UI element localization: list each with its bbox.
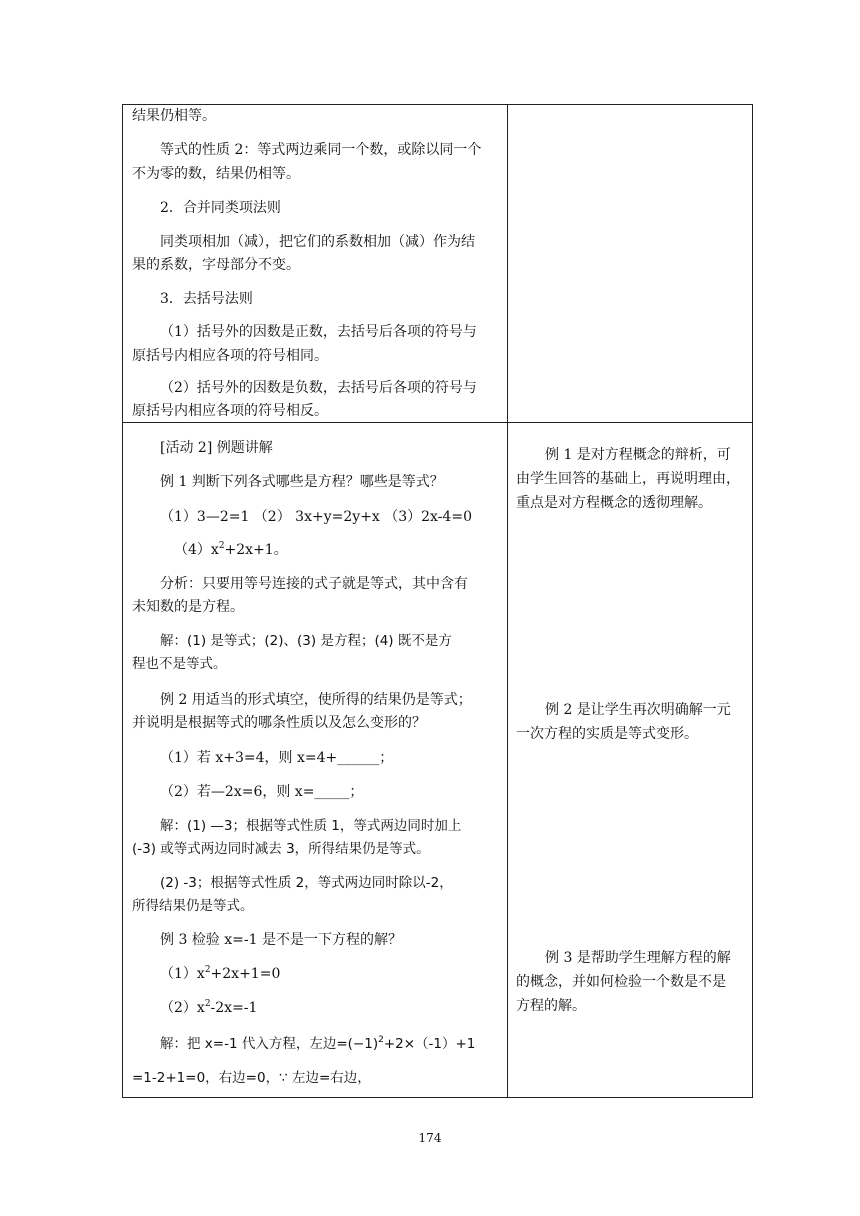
- text-line: 原括号内相应各项的符号相反。: [132, 403, 328, 419]
- page-number: 174: [418, 1131, 442, 1145]
- section-heading: 2．合并同类项法则: [160, 200, 281, 216]
- analysis-line: 分析：只要用等号连接的式子就是等式，其中含有: [160, 576, 468, 592]
- teaching-note: 重点是对方程概念的透彻理解。: [516, 495, 712, 511]
- analysis-line: 未知数的是方程。: [132, 599, 244, 615]
- text-line: 结果仍相等。: [132, 108, 216, 124]
- teaching-note: 方程的解。: [516, 998, 586, 1014]
- solution-line: (2) -3；根据等式性质 2，等式两边同时除以-2，: [160, 875, 453, 891]
- teaching-note: 例 3 是帮助学生理解方程的解: [545, 950, 731, 966]
- text-line: 等式的性质 2：等式两边乘同一个数，或除以同一个: [160, 142, 482, 158]
- text-line: 果的系数，字母部分不变。: [132, 257, 300, 273]
- column-divider: [507, 105, 508, 1097]
- row-divider: [123, 422, 752, 423]
- text-line: 原括号内相应各项的符号相同。: [132, 348, 328, 364]
- activity-title: [活动 2] 例题讲解: [160, 440, 273, 456]
- solution-line: 程也不是等式。: [132, 656, 227, 672]
- example-1-item-4: $(4)x^2+2x+1$。: [174, 541, 288, 558]
- example-2-question: （2）若—2x=6，则 x=_____；: [160, 784, 364, 800]
- teaching-note: 一次方程的实质是等式变形。: [516, 726, 698, 742]
- example-2-question: （1）若 x+3=4，则 x=4+______；: [160, 750, 394, 766]
- text-line: 不为零的数，结果仍相等。: [132, 166, 300, 182]
- teaching-note: 例 1 是对方程概念的辩析，可: [545, 447, 731, 463]
- example-1: 例 1 判断下列各式哪些是方程？哪些是等式？: [160, 474, 444, 490]
- example-3-question: $(1)x^2+2x+1=0$: [160, 965, 281, 982]
- text-line: （2）括号外的因数是负数，去括号后各项的符号与: [160, 380, 477, 396]
- example-2: 例 2 用适当的形式填空，使所得的结果仍是等式；: [160, 692, 472, 708]
- lesson-table: [122, 104, 753, 1098]
- solution-line: 解：(1) 是等式；(2)、(3) 是方程；(4) 既不是方: [160, 633, 452, 649]
- teaching-note: 的概念，并如何检验一个数是不是: [516, 974, 726, 990]
- teaching-note: 例 2 是让学生再次明确解一元: [545, 702, 731, 718]
- example-3-question: $(2)x^2-2x=-1$: [160, 999, 258, 1016]
- solution-line: =1-2+1=0，右边=0，∵ 左边=右边，: [132, 1070, 371, 1086]
- example-3: 例 3 检验 x=-1 是不是一下方程的解？: [160, 932, 402, 948]
- text-line: （1）括号外的因数是正数，去括号后各项的符号与: [160, 324, 477, 340]
- section-heading: 3．去括号法则: [160, 291, 253, 307]
- text-line: 同类项相加（减），把它们的系数相加（减）作为结: [160, 234, 475, 250]
- solution-line: 所得结果仍是等式。: [132, 898, 254, 914]
- example-1-items: （1）3—2=1 （2） 3x+y=2y+x （3）2x-4=0: [160, 509, 472, 525]
- solution-line: 解：(1) —3；根据等式性质 1，等式两边同时加上: [160, 818, 462, 834]
- example-2: 并说明是根据等式的哪条性质以及怎么变形的？: [132, 715, 426, 731]
- solution-line: 解：把 x=-1 代入方程，左边$=(-1)^2+2\times(-1)+1$: [160, 1035, 476, 1052]
- teaching-note: 由学生回答的基础上，再说明理由，: [516, 471, 740, 487]
- solution-line: (-3) 或等式两边同时减去 3，所得结果仍是等式。: [132, 841, 430, 857]
